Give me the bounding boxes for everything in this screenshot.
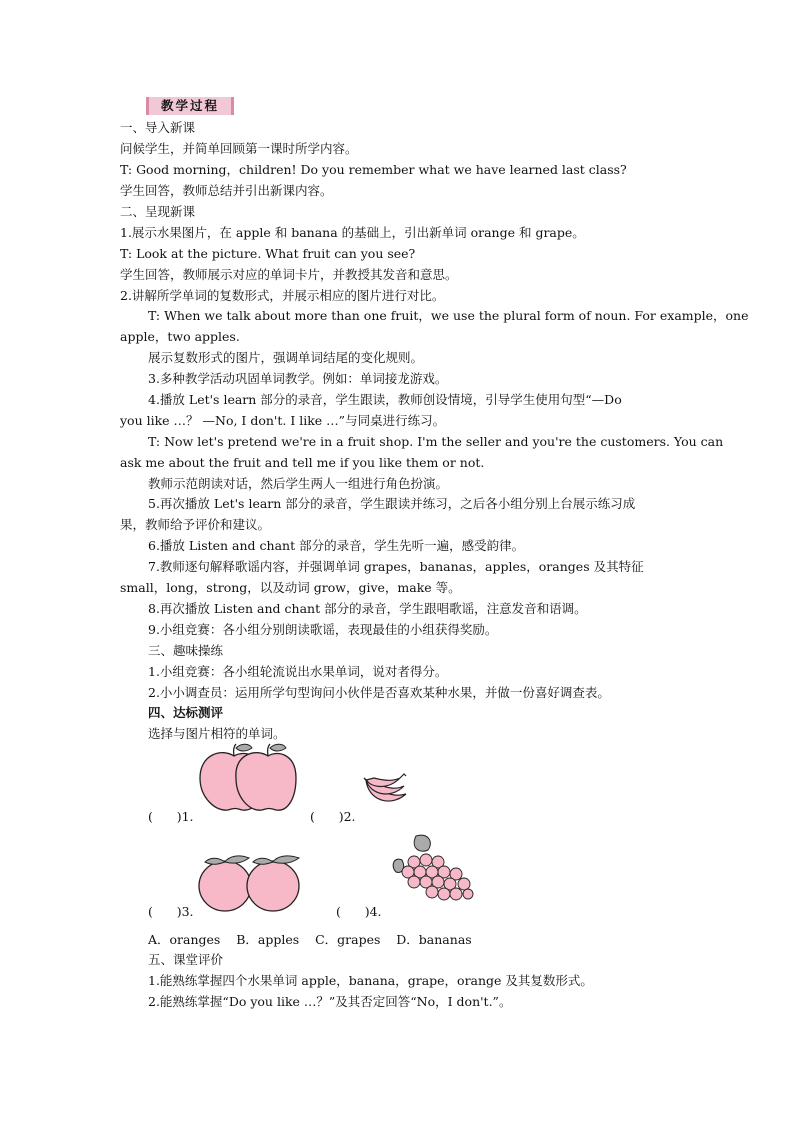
paragraph: 3.多种教学活动巩固单词教学。例如：单词接龙游戏。 — [148, 371, 448, 386]
question-3: ( )3. — [148, 904, 194, 919]
section-heading-3: 三、趣味操练 — [148, 643, 224, 658]
bananas-picture — [360, 770, 410, 810]
paragraph: 7.教师逐句解释歌谣内容，并强调单词 grapes，bananas，apples，oranges 及其特征 — [148, 559, 644, 574]
paragraph: apple，two apples. — [120, 329, 240, 344]
paragraph: 问候学生，并简单回顾第一课时所学内容。 — [120, 141, 358, 156]
paragraph: ask me about the fruit and tell me if you like them or not. — [120, 455, 485, 470]
paragraph: 2.小小调查员：运用所学句型询问小伙伴是否喜欢某种水果，并做一份喜好调查表。 — [148, 685, 610, 700]
paragraph: small，long，strong，以及动词 grow，give，make 等。 — [120, 580, 461, 595]
paragraph: you like …？ —No, I don't. I like …”与同桌进行练习。 — [120, 413, 446, 428]
grapes-picture — [388, 832, 480, 906]
section-heading-1: 一、导入新课 — [120, 120, 196, 135]
paragraph: 选择与图片相符的单词。 — [148, 726, 286, 741]
paragraph: 8.再次播放 Listen and chant 部分的录音，学生跟唱歌谣，注意发音和语调。 — [148, 601, 587, 616]
paragraph: 9.小组竞赛：各小组分别朗读歌谣，表现最佳的小组获得奖励。 — [148, 622, 498, 637]
paragraph: 1.展示水果图片，在 apple 和 banana 的基础上，引出新单词 orange 和 grape。 — [120, 225, 585, 240]
paragraph: 4.播放 Let's learn 部分的录音，学生跟读，教师创设情境，引导学生使用句型“—Do — [148, 392, 622, 407]
paragraph: 1.小组竞赛：各小组轮流说出水果单词，说对者得分。 — [148, 664, 448, 679]
paragraph: T: When we talk about more than one fruit，we use the plural form of noun. For example，one — [148, 308, 749, 323]
paragraph: T: Good morning，children! Do you remember what we have learned last class? — [120, 162, 627, 177]
paragraph: 果，教师给予评价和建议。 — [120, 517, 271, 532]
section-heading-4: 四、达标测评 — [148, 705, 224, 720]
paragraph: T: Look at the picture. What fruit can you see? — [120, 246, 416, 261]
section-heading-5: 五、课堂评价 — [148, 952, 224, 967]
paragraph: 6.播放 Listen and chant 部分的录音，学生先听一遍，感受韵律。 — [148, 538, 525, 553]
paragraph: 2.能熟练掌握“Do you like …？”及其否定回答“No，I don't.”。 — [148, 994, 512, 1009]
paragraph: 学生回答，教师展示对应的单词卡片，并教授其发音和意思。 — [120, 267, 458, 282]
oranges-picture — [195, 852, 307, 914]
paragraph: 1.能熟练掌握四个水果单词 apple，banana，grape，orange 及其复数形式。 — [148, 973, 593, 988]
paragraph: 5.再次播放 Let's learn 部分的录音，学生跟读并练习，之后各小组分别上台展示练习成 — [148, 496, 636, 511]
question-4: ( )4. — [336, 904, 382, 919]
paragraph: 教师示范朗读对话，然后学生两人一组进行角色扮演。 — [148, 476, 449, 491]
question-2: ( )2. — [310, 809, 356, 824]
paragraph: 2.讲解所学单词的复数形式，并展示相应的图片进行对比。 — [120, 288, 445, 303]
paragraph: T: Now let's pretend we're in a fruit shop. I'm the seller and you're the customers. You can — [148, 434, 724, 449]
apples-picture — [192, 742, 302, 814]
question-1: ( )1. — [148, 809, 194, 824]
section-heading-2: 二、呈现新课 — [120, 204, 196, 219]
section-badge: 教学过程 — [146, 97, 234, 115]
paragraph: 学生回答，教师总结并引出新课内容。 — [120, 183, 333, 198]
paragraph: 展示复数形式的图片，强调单词结尾的变化规则。 — [148, 350, 424, 365]
answer-options: A．oranges B．apples C．grapes D．bananas — [148, 932, 472, 947]
